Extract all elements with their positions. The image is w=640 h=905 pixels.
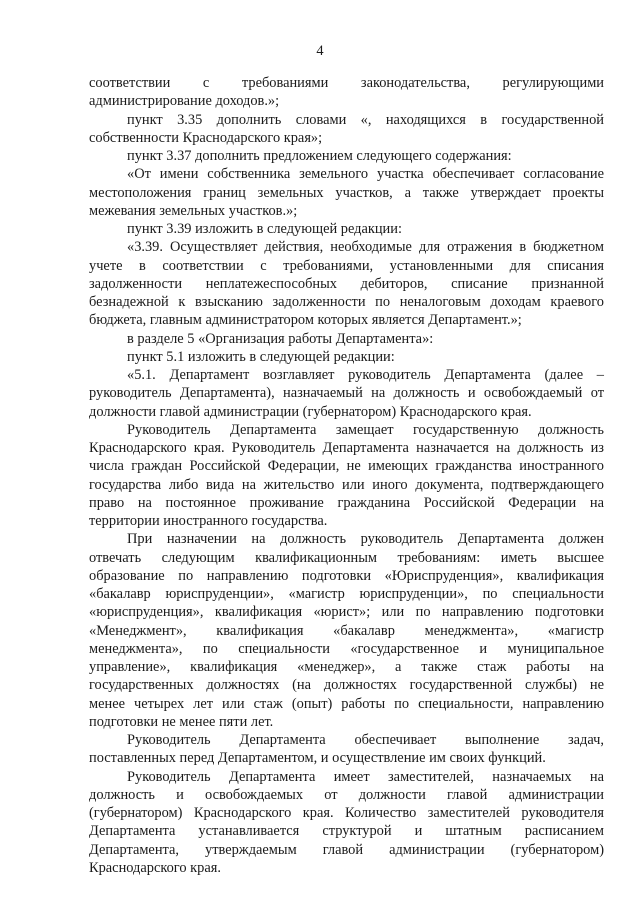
text-line: «Менеджмент», квалификация «бакалавр менеджмента», «магистр	[89, 622, 604, 639]
text-line: (губернатором) Краснодарского края. Количество заместителей руководителя	[89, 805, 604, 821]
text-line: менее четырех лет или стаж (опыт) работы по специальности, направлению	[89, 695, 604, 712]
text-line: задолженности неплатежеспособных дебиторов, списание признанной	[89, 275, 604, 292]
text-line: Департамента устанавливается структурой и штатным расписанием	[89, 823, 604, 840]
text-line: «бакалавр юриспруденции», «магистр юриспруденции», по специальности	[89, 586, 604, 602]
text-line: управление», квалификация «менеджер», а также стаж работы на	[89, 659, 604, 675]
text-line: местоположения границ земельных участков, а также утверждает проекты	[89, 184, 604, 201]
text-line: безнадежной к взысканию задолженности по неналоговым доходам краевого	[89, 294, 604, 310]
text-line: пункт 3.39 изложить в следующей редакции:	[127, 221, 402, 237]
text-line: «5.1. Департамент возглавляет руководитель Департамента (далее –	[127, 367, 604, 383]
text-line: государства либо вида на жительство или иного документа, подтверждающего	[89, 476, 604, 493]
text-line: территории иностранного государства.	[89, 513, 328, 529]
text-line: поставленных перед Департаментом, и осуществление им своих функций.	[89, 750, 546, 767]
text-line: бюджета, главным администратором которых является Департамент.»;	[89, 312, 522, 329]
text-line: администрирование доходов.»;	[89, 93, 280, 110]
text-line: Руководитель Департамента имеет заместителей, назначаемых на	[127, 768, 604, 785]
text-line: отвечать следующим квалификационным требованиям: иметь высшее	[89, 549, 604, 566]
text-line: числа граждан Российской Федерации, не имеющих гражданства иностранного	[89, 458, 604, 475]
text-line: «От имени собственника земельного участка обеспечивает согласование	[127, 166, 604, 183]
text-line: При назначении на должность руководитель Департамента должен	[127, 531, 604, 548]
text-line: «3.39. Осуществляет действия, необходимые для отражения в бюджетном	[127, 239, 604, 256]
text-line: Краснодарского края.	[89, 859, 221, 876]
text-line: менеджмента», по специальности «государственное и муниципальное	[89, 640, 604, 657]
text-line: пункт 5.1 изложить в следующей редакции:	[127, 348, 395, 365]
text-line: пункт 3.37 дополнить предложением следующего содержания:	[127, 148, 512, 164]
text-line: должности главой администрации (губернатором) Краснодарского края.	[89, 403, 532, 420]
text-line: межевания земельных участков.»;	[89, 202, 298, 219]
page-number: 4	[316, 43, 324, 59]
text-line: Департамента, утверждаемым главой администрации (губернатором)	[89, 841, 604, 858]
document-body	[89, 74, 604, 877]
text-line: руководитель Департамента), назначаемый на должность и освобождаемый от	[89, 385, 604, 402]
text-line: учете в соответствии с требованиями, установленными для списания	[89, 257, 604, 274]
text-line: государственных должностях (на должностях государственной службы) не	[89, 677, 604, 694]
text-line: соответствии с требованиями законодательства, регулирующими	[89, 75, 604, 91]
text-line: Руководитель Департамента замещает государственную должность	[127, 421, 604, 438]
text-line: «юриспруденция», квалификация «юрист»; или по направлению подготовки	[89, 604, 604, 621]
text-line: пункт 3.35 дополнить словами «, находящихся в государственной	[127, 111, 604, 128]
text-line: право на постоянное проживание гражданина Российской Федерации на	[89, 494, 604, 511]
text-line: Руководитель Департамента обеспечивает выполнение задач,	[127, 732, 604, 748]
text-line: подготовки не менее пяти лет.	[89, 713, 274, 730]
text-line: в разделе 5 «Организация работы Департамента»:	[127, 330, 434, 347]
text-line: образование по направлению подготовки «Юриспруденция», квалификация	[89, 567, 604, 584]
text-line: должность и освобождаемых от должности главой администрации	[89, 786, 604, 803]
text-line: собственности Краснодарского края»;	[89, 129, 323, 146]
text-line: Краснодарского края. Руководитель Департамента назначается на должность из	[89, 440, 604, 456]
